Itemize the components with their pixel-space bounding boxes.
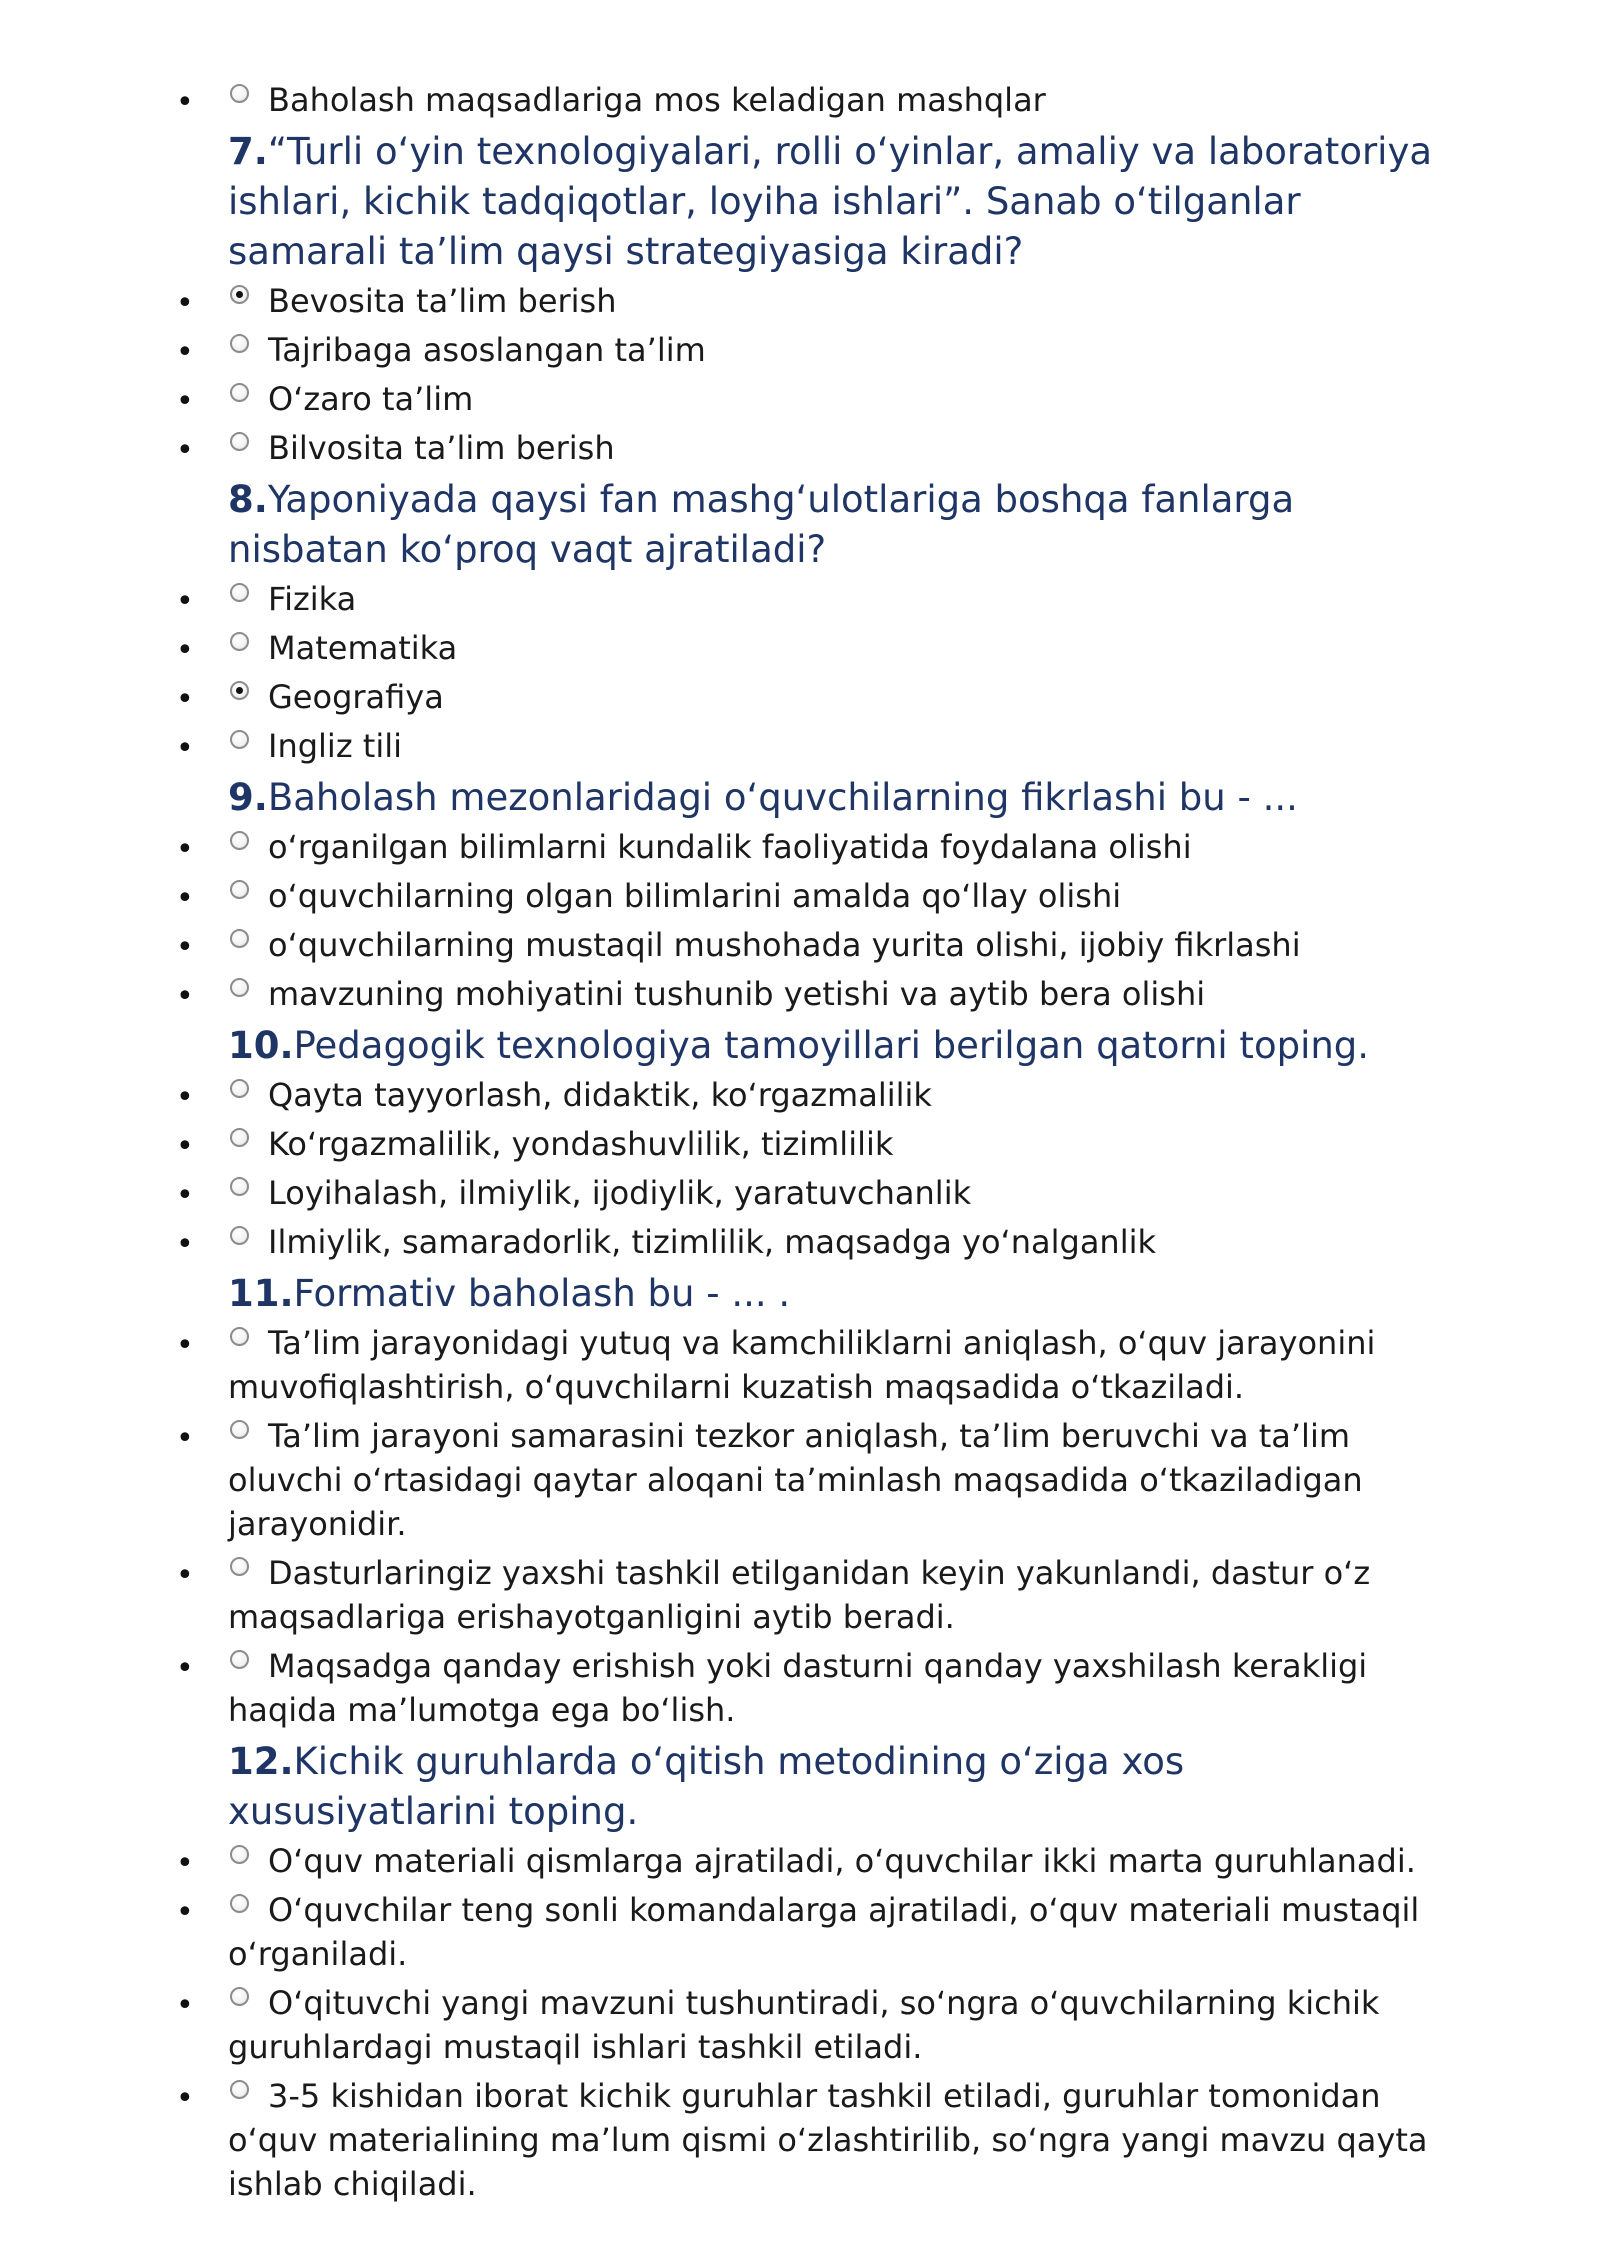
- question-label: Pedagogik texnologiya tamoyillari berilgan qatorni toping.: [293, 1024, 1370, 1067]
- answer-option[interactable]: [0, 1551, 1600, 1639]
- bullet-icon: •: [176, 633, 194, 668]
- answer-option[interactable]: [0, 1073, 1600, 1117]
- bullet-icon: •: [176, 1421, 194, 1456]
- option-label: Ko‘rgazmalilik, yondashuvlilik, tizimlilik: [268, 1125, 894, 1163]
- radio-unchecked-icon[interactable]: [230, 1128, 249, 1147]
- radio-unchecked-icon[interactable]: [230, 1177, 249, 1196]
- option-label: Baholash maqsadlariga mos keladigan mashqlar: [268, 81, 1046, 119]
- radio-unchecked-icon[interactable]: [230, 730, 249, 749]
- option-label: Bilvosita ta’lim berish: [268, 429, 615, 467]
- option-label: Ilmiylik, samaradorlik, tizimlilik, maqsadga yo‘nalganlik: [268, 1223, 1157, 1261]
- answer-option[interactable]: [0, 626, 1600, 670]
- radio-unchecked-icon[interactable]: [230, 831, 249, 850]
- question-number: 11.: [228, 1272, 294, 1315]
- bullet-icon: •: [176, 979, 194, 1014]
- bullet-icon: •: [176, 286, 194, 321]
- radio-unchecked-icon[interactable]: [230, 334, 249, 353]
- question-text: [0, 773, 1600, 823]
- answer-option[interactable]: [0, 577, 1600, 621]
- bullet-icon: •: [176, 1178, 194, 1213]
- option-label: mavzuning mohiyatini tushunib yetishi va aytib bera olishi: [268, 975, 1206, 1013]
- radio-checked-icon[interactable]: [230, 681, 249, 700]
- option-label: o‘quvchilarning olgan bilimlarini amalda qo‘llay olishi: [268, 877, 1122, 915]
- answer-option[interactable]: [0, 1220, 1600, 1264]
- question-label: Formativ baholash bu - ... .: [293, 1272, 791, 1315]
- answer-option[interactable]: [0, 874, 1600, 918]
- option-label: Ingliz tili: [268, 727, 402, 765]
- answer-option[interactable]: [0, 1321, 1600, 1409]
- option-label: Bevosita ta’lim berish: [268, 282, 617, 320]
- radio-unchecked-icon[interactable]: [230, 1079, 249, 1098]
- radio-unchecked-icon[interactable]: [230, 1987, 249, 2006]
- answer-option[interactable]: [0, 1888, 1600, 1976]
- radio-unchecked-icon[interactable]: [230, 84, 249, 103]
- question-text: [0, 1021, 1600, 1071]
- question-number: 12.: [228, 1740, 294, 1783]
- answer-option[interactable]: [0, 972, 1600, 1016]
- answer-option[interactable]: [0, 2074, 1600, 2206]
- question-label: Baholash mezonlaridagi o‘quvchilarning fikrlashi bu - ...: [267, 776, 1298, 819]
- answer-option[interactable]: [0, 279, 1600, 323]
- answer-option[interactable]: [0, 923, 1600, 967]
- question-text: [0, 127, 1600, 277]
- radio-unchecked-icon[interactable]: [230, 1420, 249, 1439]
- option-label: Fizika: [268, 580, 357, 618]
- option-label: Qayta tayyorlash, didaktik, ko‘rgazmalilik: [268, 1076, 932, 1114]
- answer-option[interactable]: [0, 1122, 1600, 1166]
- bullet-icon: •: [176, 1129, 194, 1164]
- option-label: Maqsadga qanday erishish yoki dasturni qanday yaxshilash kerakligi haqida ma’lumotga ega bo‘lish.: [228, 1647, 1368, 1729]
- question-label: “Turli o‘yin texnologiyalari, rolli o‘yinlar, amaliy va laboratoriya ishlari, kichik tadqiqotlar, loyiha ishlari”. Sanab o‘tilganlar samarali ta’lim qaysi strategiyasiga kiradi?: [228, 130, 1433, 273]
- question-text: [0, 475, 1600, 575]
- option-label: 3-5 kishidan iborat kichik guruhlar tashkil etiladi, guruhlar tomonidan o‘quv materialining ma’lum qismi o‘zlashtirilib, so‘ngra yangi mavzu qayta ishlab chiqiladi.: [228, 2077, 1428, 2203]
- option-label: o‘quvchilarning mustaqil mushohada yurita olishi, ijobiy fikrlashi: [268, 926, 1301, 964]
- bullet-icon: •: [176, 1558, 194, 1593]
- bullet-icon: •: [176, 1227, 194, 1262]
- option-label: O‘zaro ta’lim: [268, 380, 474, 418]
- radio-unchecked-icon[interactable]: [230, 583, 249, 602]
- answer-option[interactable]: [0, 1981, 1600, 2069]
- option-label: o‘rganilgan bilimlarni kundalik faoliyatida foydalana olishi: [268, 828, 1192, 866]
- quiz-content: [0, 78, 1600, 2211]
- option-label: Loyihalash, ilmiylik, ijodiylik, yaratuvchanlik: [268, 1174, 972, 1212]
- question-number: 10.: [228, 1024, 294, 1067]
- answer-option[interactable]: [0, 675, 1600, 719]
- radio-unchecked-icon[interactable]: [230, 978, 249, 997]
- bullet-icon: •: [176, 335, 194, 370]
- option-label: Geografiya: [268, 678, 444, 716]
- radio-unchecked-icon[interactable]: [230, 1845, 249, 1864]
- radio-unchecked-icon[interactable]: [230, 880, 249, 899]
- bullet-icon: •: [176, 384, 194, 419]
- answer-option[interactable]: [0, 1171, 1600, 1215]
- bullet-icon: •: [176, 2081, 194, 2116]
- question-number: 8.: [228, 478, 268, 521]
- radio-unchecked-icon[interactable]: [230, 1557, 249, 1576]
- bullet-icon: •: [176, 85, 194, 120]
- bullet-icon: •: [176, 1651, 194, 1686]
- option-label: Matematika: [268, 629, 458, 667]
- option-label: O‘quv materiali qismlarga ajratiladi, o‘quvchilar ikki marta guruhlanadi.: [268, 1842, 1416, 1880]
- question-label: Yaponiyada qaysi fan mashg‘ulotlariga boshqa fanlarga nisbatan ko‘proq vaqt ajratiladi?: [228, 478, 1295, 571]
- bullet-icon: •: [176, 1846, 194, 1881]
- radio-unchecked-icon[interactable]: [230, 1650, 249, 1669]
- answer-option[interactable]: [0, 1839, 1600, 1883]
- radio-unchecked-icon[interactable]: [230, 432, 249, 451]
- radio-checked-icon[interactable]: [230, 285, 249, 304]
- question-text: [0, 1269, 1600, 1319]
- answer-option[interactable]: [0, 377, 1600, 421]
- option-label: Ta’lim jarayoni samarasini tezkor aniqlash, ta’lim beruvchi va ta’lim oluvchi o‘rtasidagi qaytar aloqani ta’minlash maqsadida o‘tkaziladigan jarayonidir.: [228, 1417, 1363, 1543]
- radio-unchecked-icon[interactable]: [230, 929, 249, 948]
- radio-unchecked-icon[interactable]: [230, 632, 249, 651]
- radio-unchecked-icon[interactable]: [230, 2080, 249, 2099]
- bullet-icon: •: [176, 1328, 194, 1363]
- option-label: Ta’lim jarayonidagi yutuq va kamchiliklarni aniqlash, o‘quv jarayonini muvofiqlashtirish, o‘quvchilarni kuzatish maqsadida o‘tkaziladi.: [228, 1324, 1376, 1406]
- answer-option[interactable]: [0, 78, 1600, 122]
- option-label: O‘quvchilar teng sonli komandalarga ajratiladi, o‘quv materiali mustaqil o‘rganiladi.: [228, 1891, 1420, 1973]
- answer-option[interactable]: [0, 1414, 1600, 1546]
- answer-option[interactable]: [0, 1644, 1600, 1732]
- bullet-icon: •: [176, 682, 194, 717]
- radio-unchecked-icon[interactable]: [230, 1226, 249, 1245]
- bullet-icon: •: [176, 930, 194, 965]
- question-number: 9.: [228, 776, 268, 819]
- question-label: Kichik guruhlarda o‘qitish metodining o‘ziga xos xususiyatlarini toping.: [228, 1740, 1185, 1833]
- radio-unchecked-icon[interactable]: [230, 383, 249, 402]
- bullet-icon: •: [176, 1895, 194, 1930]
- answer-option[interactable]: [0, 426, 1600, 470]
- bullet-icon: •: [176, 881, 194, 916]
- answer-option[interactable]: [0, 825, 1600, 869]
- answer-option[interactable]: [0, 328, 1600, 372]
- option-label: Tajribaga asoslangan ta’lim: [268, 331, 706, 369]
- option-label: Dasturlaringiz yaxshi tashkil etilganidan keyin yakunlandi, dastur o‘z maqsadlariga erishayotganligini aytib beradi.: [228, 1554, 1371, 1636]
- bullet-icon: •: [176, 584, 194, 619]
- answer-option[interactable]: [0, 724, 1600, 768]
- radio-unchecked-icon[interactable]: [230, 1894, 249, 1913]
- bullet-icon: •: [176, 832, 194, 867]
- bullet-icon: •: [176, 1080, 194, 1115]
- bullet-icon: •: [176, 1988, 194, 2023]
- bullet-icon: •: [176, 433, 194, 468]
- option-label: O‘qituvchi yangi mavzuni tushuntiradi, so‘ngra o‘quvchilarning kichik guruhlardagi mustaqil ishlari tashkil etiladi.: [228, 1984, 1380, 2066]
- radio-unchecked-icon[interactable]: [230, 1327, 249, 1346]
- question-text: [0, 1737, 1600, 1837]
- question-number: 7.: [228, 130, 268, 173]
- bullet-icon: •: [176, 731, 194, 766]
